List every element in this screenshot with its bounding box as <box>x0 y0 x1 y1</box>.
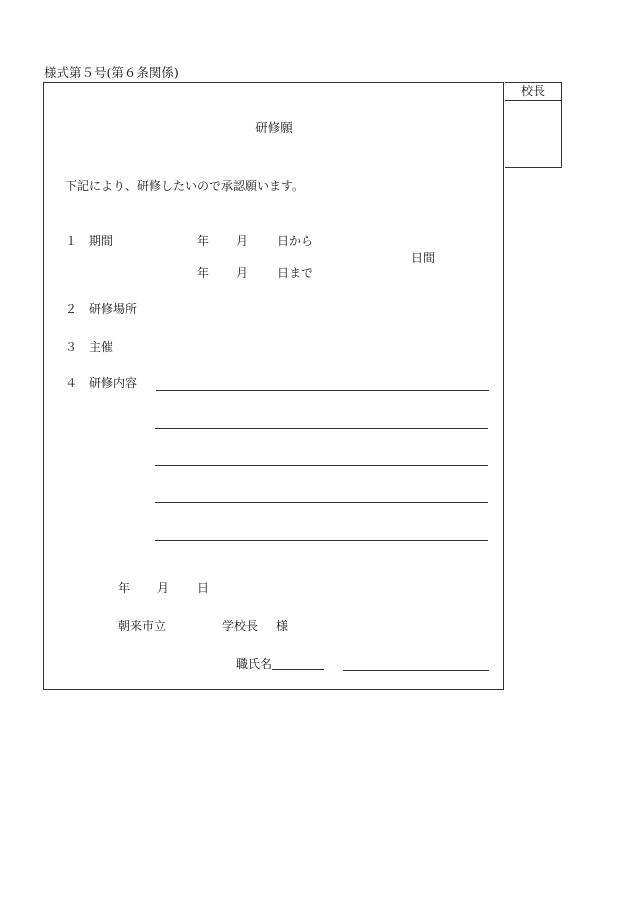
intro-text: 下記により、研修したいので承認願います。 <box>65 179 305 193</box>
period-start-year: 年 <box>197 234 210 248</box>
addressee-principal: 学校長 <box>222 619 259 633</box>
principal-seal-label: 校長 <box>505 83 561 101</box>
item-4-number: ４ <box>65 376 78 390</box>
item-2-number: ２ <box>65 302 78 316</box>
addressee-city: 朝来市立 <box>118 619 167 633</box>
content-line-3 <box>155 465 488 466</box>
content-line-1 <box>156 390 489 391</box>
date-year: 年 <box>118 581 131 595</box>
date-day: 日 <box>197 581 210 595</box>
signature-label-text: 職氏名 <box>236 657 273 671</box>
period-end-day: 日まで <box>277 266 314 280</box>
signature-label <box>236 657 324 670</box>
period-end-year: 年 <box>197 266 210 280</box>
period-start-month: 月 <box>236 234 249 248</box>
item-3-label: 主催 <box>89 340 114 354</box>
item-2-label: 研修場所 <box>89 302 138 316</box>
content-line-4 <box>155 502 488 503</box>
period-days: 日間 <box>411 251 436 265</box>
form-title: 研修願 <box>255 120 293 135</box>
addressee-honorific: 様 <box>276 619 289 633</box>
form-number-label: 様式第５号(第６条関係) <box>44 65 179 80</box>
date-month: 月 <box>157 581 170 595</box>
item-4-label: 研修内容 <box>89 376 138 390</box>
signature-name-line <box>343 670 489 671</box>
content-line-5 <box>155 540 488 541</box>
period-end-month: 月 <box>236 266 249 280</box>
period-start-day: 日から <box>277 234 314 248</box>
content-line-2 <box>155 428 488 429</box>
item-3-number: ３ <box>65 340 78 354</box>
item-1-label: 期間 <box>89 234 114 248</box>
item-1-number: １ <box>65 234 78 248</box>
signature-title-blank <box>272 657 324 670</box>
